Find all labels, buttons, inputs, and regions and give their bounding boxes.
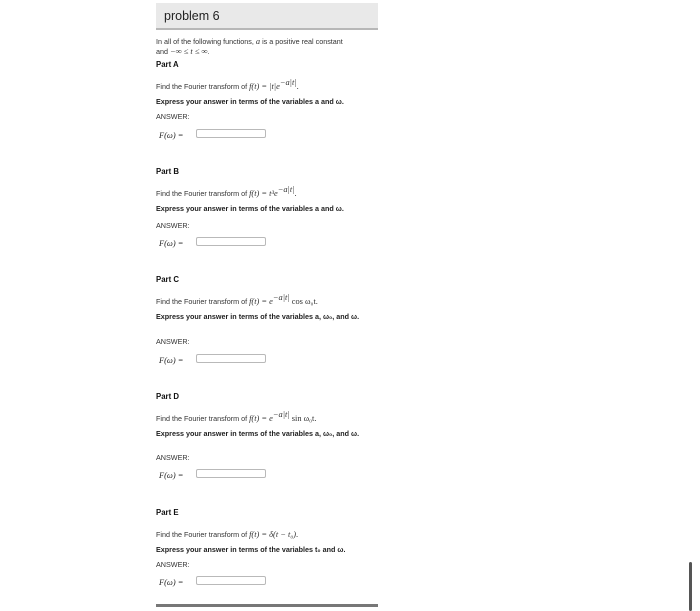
part-title: Part D	[156, 392, 179, 401]
part-question: Find the Fourier transform of $f(t) = e^{-a|t|}$ cos ω₀t.	[156, 293, 318, 306]
intro-text: In all of the following functions, a is a positive real constant and −∞ ≤ t ≤ ∞.	[156, 37, 343, 56]
scrollbar-thumb[interactable]	[689, 562, 692, 611]
answer-input-part-b[interactable]	[196, 237, 266, 246]
answer-label: ANSWER:	[156, 221, 190, 230]
answer-label: ANSWER:	[156, 112, 190, 121]
answer-input-part-c[interactable]	[196, 354, 266, 363]
answer-row	[159, 238, 183, 248]
part-question: Find the Fourier transform of f(t) = δ(t − t₀).	[156, 530, 299, 539]
answer-row	[159, 577, 183, 587]
answer-lhs: F(ω) =	[159, 239, 184, 248]
answer-input-part-e[interactable]	[196, 576, 266, 585]
part-instruction: Express your answer in terms of the variables a and ω.	[156, 204, 344, 213]
part-instruction: Express your answer in terms of the variables a, ω₀, and ω.	[156, 429, 360, 438]
part-title: Part A	[156, 60, 179, 69]
part-question: Find the Fourier transform of $f(t) = e^{-a|t|}$ sin ω₀t.	[156, 410, 317, 423]
answer-input-part-a[interactable]	[196, 129, 266, 138]
answer-label: ANSWER:	[156, 560, 190, 569]
footer-divider	[156, 604, 378, 607]
answer-lhs: F(ω) =	[159, 131, 184, 140]
part-title: Part C	[156, 275, 179, 284]
part-instruction: Express your answer in terms of the variables a, ω₀, and ω.	[156, 312, 360, 321]
problem-header	[156, 3, 378, 30]
problem-title: problem 6	[164, 9, 220, 23]
answer-lhs: F(ω) =	[159, 471, 184, 480]
part-title: Part E	[156, 508, 179, 517]
answer-label: ANSWER:	[156, 453, 190, 462]
answer-lhs: F(ω) =	[159, 578, 184, 587]
part-question: Find the Fourier transform of $f(t) = |t|e^{-a|t|}$.	[156, 78, 299, 91]
answer-row	[159, 130, 183, 140]
answer-input-part-d[interactable]	[196, 469, 266, 478]
part-title: Part B	[156, 167, 179, 176]
answer-row	[159, 355, 183, 365]
part-instruction: Express your answer in terms of the variables t₀ and ω.	[156, 545, 346, 554]
answer-label: ANSWER:	[156, 337, 190, 346]
part-instruction: Express your answer in terms of the variables a and ω.	[156, 97, 344, 106]
answer-lhs: F(ω) =	[159, 356, 184, 365]
answer-row	[159, 470, 183, 480]
part-question: Find the Fourier transform of $f(t) = t^3e^{-a|t|}$.	[156, 185, 297, 198]
